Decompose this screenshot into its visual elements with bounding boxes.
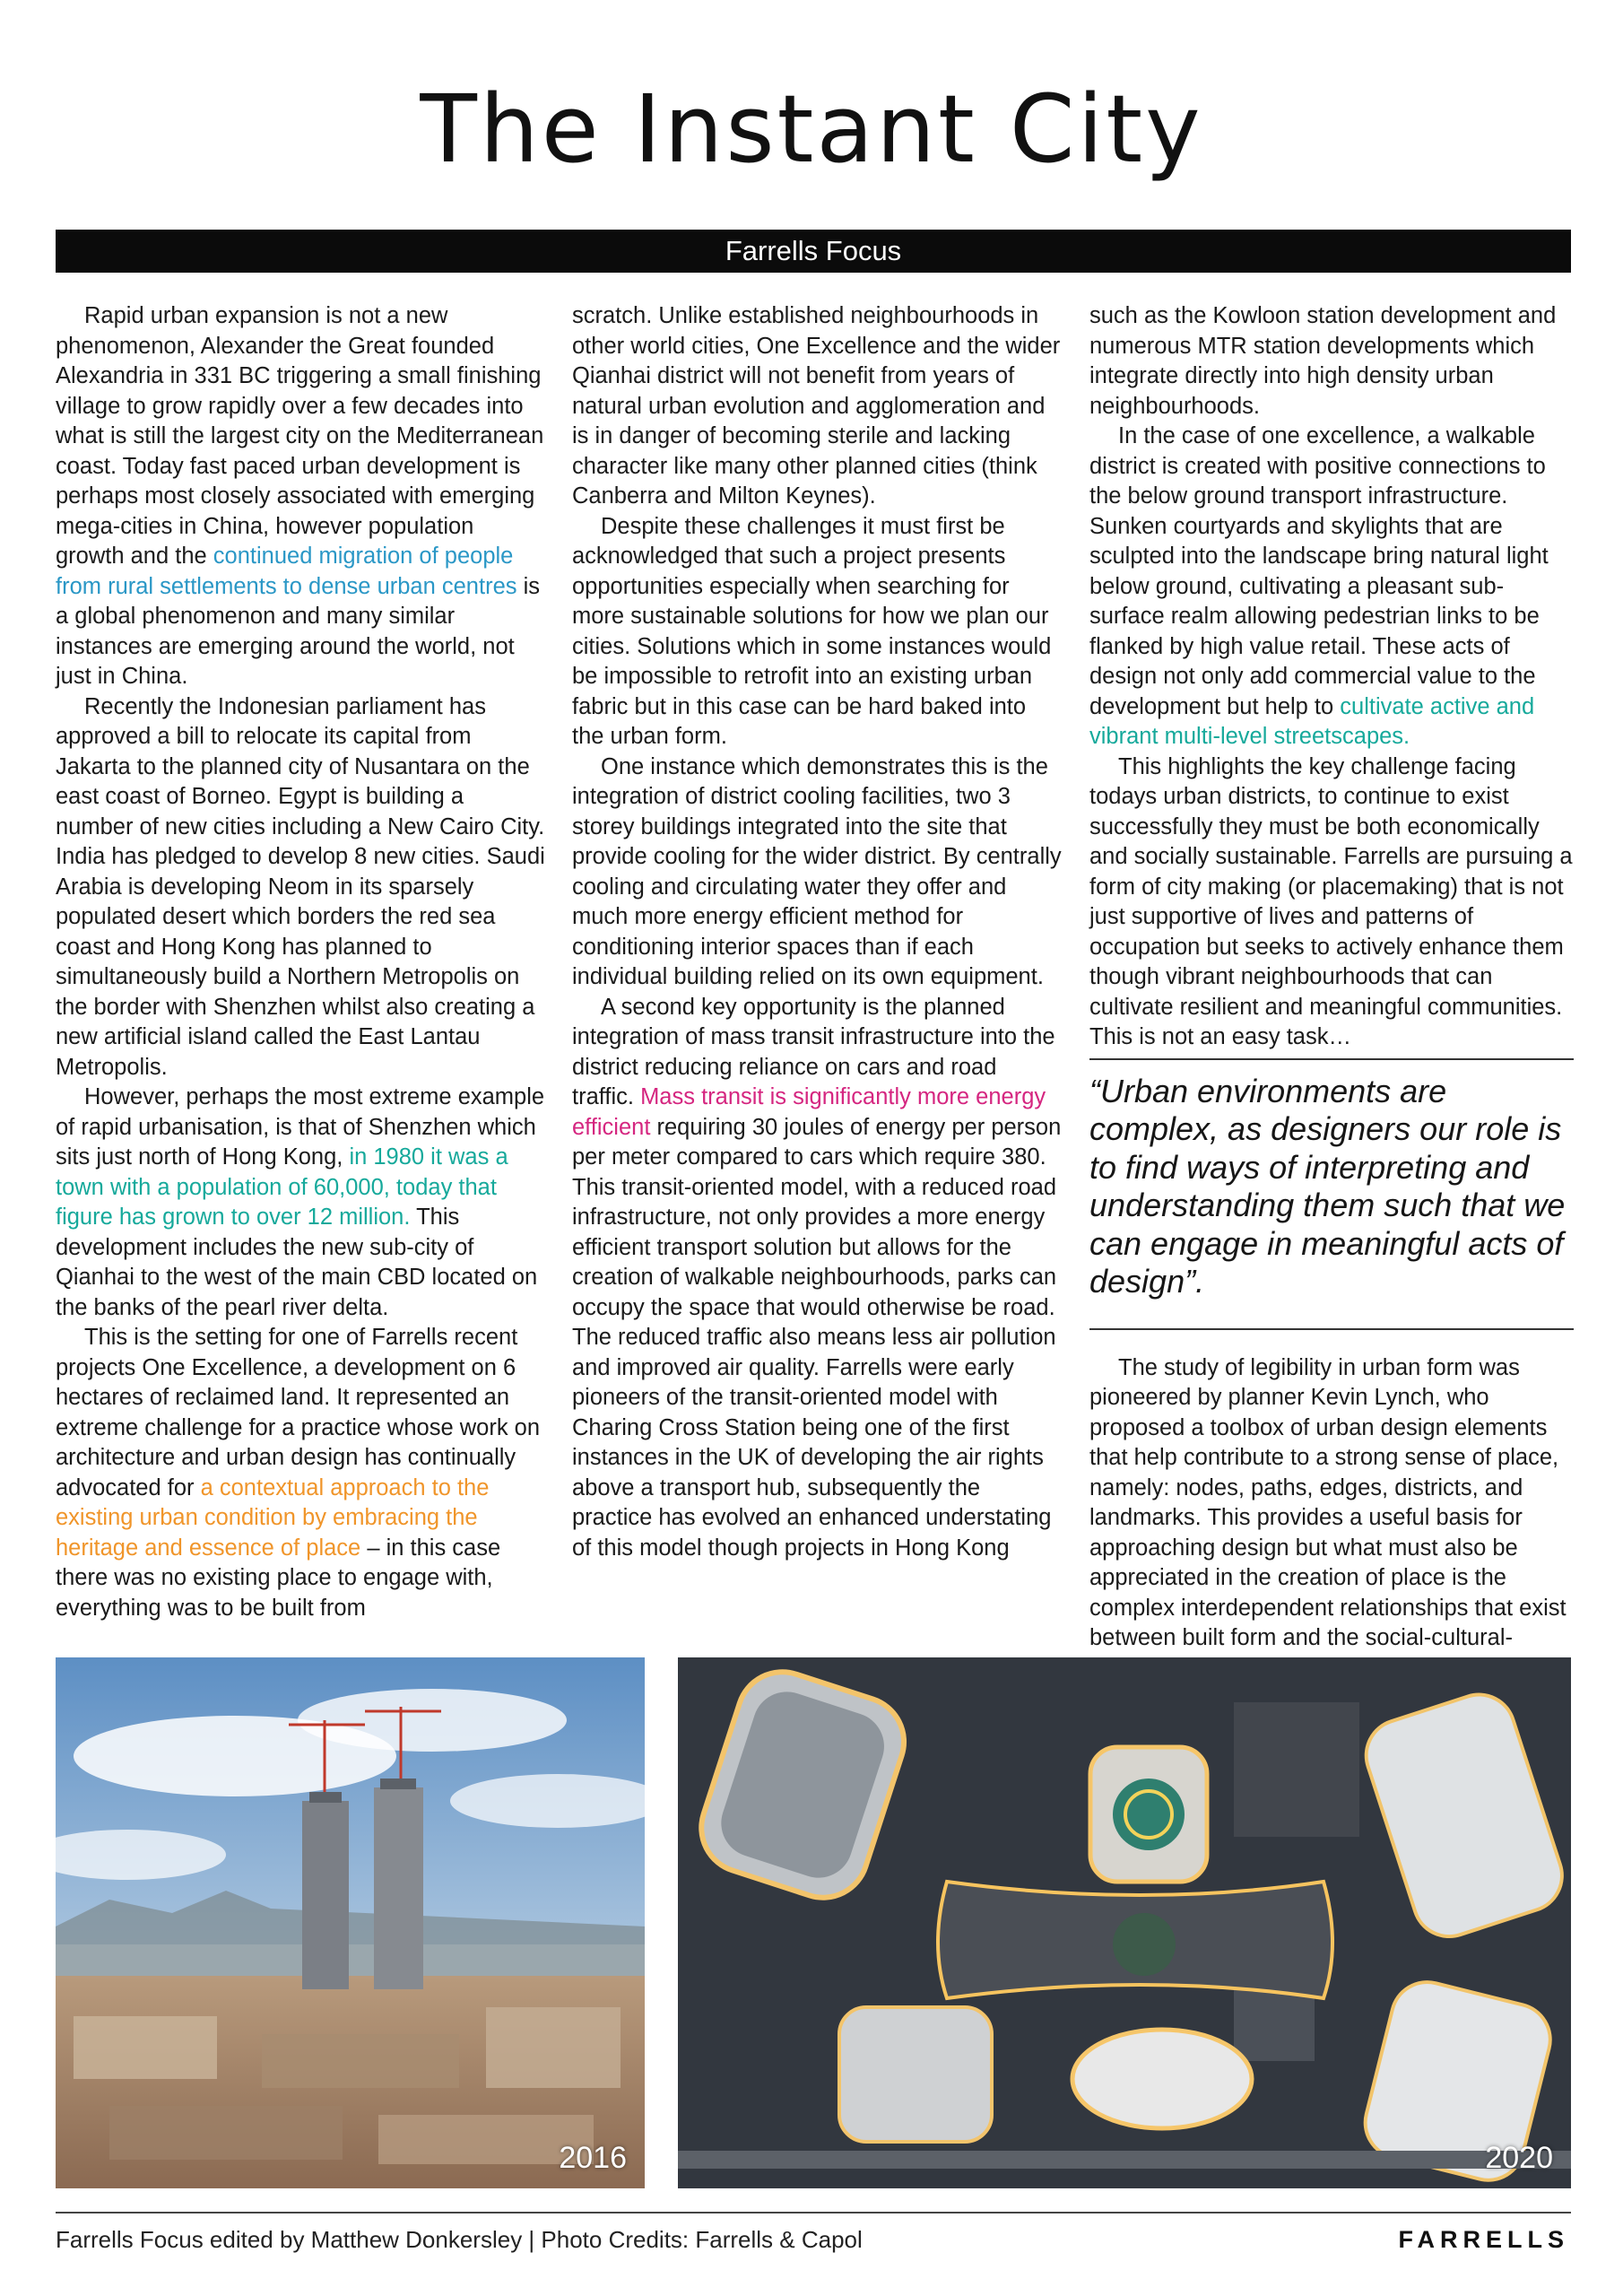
highlight-text: in 1980 it was a town with a population of 60,000, today that figure has grown to over 12 million. [56,1144,508,1230]
construction-site-image [56,1657,645,2188]
construction-photo-2016 [56,1657,645,2188]
text-column-1 [56,301,547,1629]
paragraph: This highlights the key challenge facing todays urban districts, to continue to exist successfully they must be both economically and socially sustainable. Farrells are pursuing a form of city making (or placemaking) that is not just supportive of lives and patterns of occupation but seeks to actively enhance them though vibrant neighbourhoods that can cultivate resilient and meaningful communities. This is not an easy task… [1089,753,1573,1049]
paragraph: The study of legibility in urban form was pioneered by planner Kevin Lynch, who proposed a toolbox of urban design elements that help contribute to a strong sense of place, namely: nodes, paths, edges, districts, and landmarks. This provides a useful basis for approaching design but what must also be appreciated in the creation of place is the complex interdependent relationships that exist between built form and the social-cultural- [1089,1354,1567,1650]
paragraph: In the case of one excellence, a walkable district is created with positive connections to the below ground transport infrastructure. Sunken courtyards and skylights that are sculpted into the landscape bring natural light below ground, cultivating a pleasant sub-surface realm allowing pedestrian links to be flanked by high value retail. These acts of design not only add commercial value to the development but help to cultivate active and vibrant multi-level streetscapes. [1089,423,1549,749]
aerial-photo-2020 [678,1657,1571,2188]
highlight-text: cultivate active and vibrant multi-level streetscapes. [1089,693,1535,749]
aerial-city-image [678,1657,1571,2188]
photo-year-label: 2020 [1485,2141,1553,2175]
photo-year-label: 2016 [559,2141,627,2175]
paragraph: A second key opportunity is the planned integration of mass transit infrastructure into the district reducing reliance on cars and road traffic. Mass transit is significantly more energy efficient requiring 30 joules of energy per person per meter compared to cars which require 380. This transit-oriented model, with a reduced road infrastructure, not only provides a more energy efficient transport solution but allows for the creation of walkable neighbourhoods, parks can occupy the space that would otherwise be road. The reduced traffic also means less air pollution and improved air quality. Farrells were early pioneers of the transit-oriented model with Charing Cross Station being one of the first instances in the UK of developing the air rights above a transport hub, subsequently the practice has evolved an enhanced understating of this model though projects in Hong Kong [572,994,1062,1561]
pull-quote: “Urban environments are complex, as designers our role is to find ways of interpreting and understanding them such that we can engage in meaningful acts of design”. [1089,1058,1574,1330]
section-banner: Farrells Focus [56,230,1571,273]
paragraph: One instance which demonstrates this is the integration of district cooling facilities, two 3 storey buildings integrated into the site that provide cooling for the wider district. By centrally cooling and circulating water they offer and much more energy efficient method for conditioning interior spaces than if each individual building relied on its own equipment. [572,753,1062,989]
highlight-text: Mass transit is significantly more energy efficient [572,1084,1046,1140]
paragraph: Rapid urban expansion is not a new phenomenon, Alexander the Great founded Alexandria in 331 BC triggering a small finishing village to grow rapidly over a few decades into what is still the largest city on the Mediterranean coast. Today fast paced urban development is perhaps most closely associated with emerging mega-cities in China, however population growth and the continued migration of people from rural settlements to dense urban centres is a global phenomenon and many similar instances are emerging around the world, not just in China. [56,303,544,689]
paragraph: This is the setting for one of Farrells recent projects One Excellence, a development on 6 hectares of reclaimed land. It represented an extreme challenge for a practice whose work on architecture and urban design has continually advocated for a contextual approach to the existing urban condition by embracing the heritage and essence of place – in this case there was no existing place to engage with, everything was to be built from [56,1325,541,1621]
paragraph: Recently the Indonesian parliament has approved a bill to relocate its capital from Jakarta to the planned city of Nusantara on the east coast of Borneo. Egypt is building a number of new cities including a New Cairo City. India has pledged to develop 8 new cities. Saudi Arabia is developing Neom in its sparsely populated desert which borders the red sea coast and Hong Kong has planned to simultaneously build a Northern Metropolis on the border with Shenzhen whilst also creating a new artificial island called the East Lantau Metropolis. [56,693,545,1080]
footer-divider [56,2212,1571,2213]
highlight-text: continued migration of people from rural settlements to dense urban centres [56,544,517,599]
highlight-text: a contextual approach to the existing urban condition by embracing the heritage and essence of place [56,1474,490,1561]
text-column-2 [572,301,1063,1629]
page-title: The Instant City [420,74,1203,184]
paragraph: such as the Kowloon station development and numerous MTR station developments which integrate directly into high density urban neighbourhoods. [1089,303,1557,419]
text-column-3 [1089,301,1574,1650]
paragraph: However, perhaps the most extreme example of rapid urbanisation, is that of Shenzhen which sits just north of Hong Kong, in 1980 it was a town with a population of 60,000, today that figure has grown to over 12 million. This development includes the new sub-city of Qianhai to the west of the main CBD located on the banks of the pearl river delta. [56,1084,545,1320]
farrells-logo: FARRELLS [1398,2226,1569,2253]
paragraph: Despite these challenges it must first be acknowledged that such a project presents opportunities especially when searching for more sustainable solutions for how we plan our cities. Solutions which in some instances would be impossible to retrofit into an existing urban fabric but in this case can be hard baked into the urban form. [572,513,1052,749]
footer-credits: Farrells Focus edited by Matthew Donkersley | Photo Credits: Farrells & Capol [56,2226,863,2253]
paragraph: scratch. Unlike established neighbourhoods in other world cities, One Excellence and the wider Qianhai district will not benefit from years of natural urban evolution and agglomeration and is in danger of becoming sterile and lacking character like many other planned cities (think Canberra and Milton Keynes). [572,303,1061,509]
